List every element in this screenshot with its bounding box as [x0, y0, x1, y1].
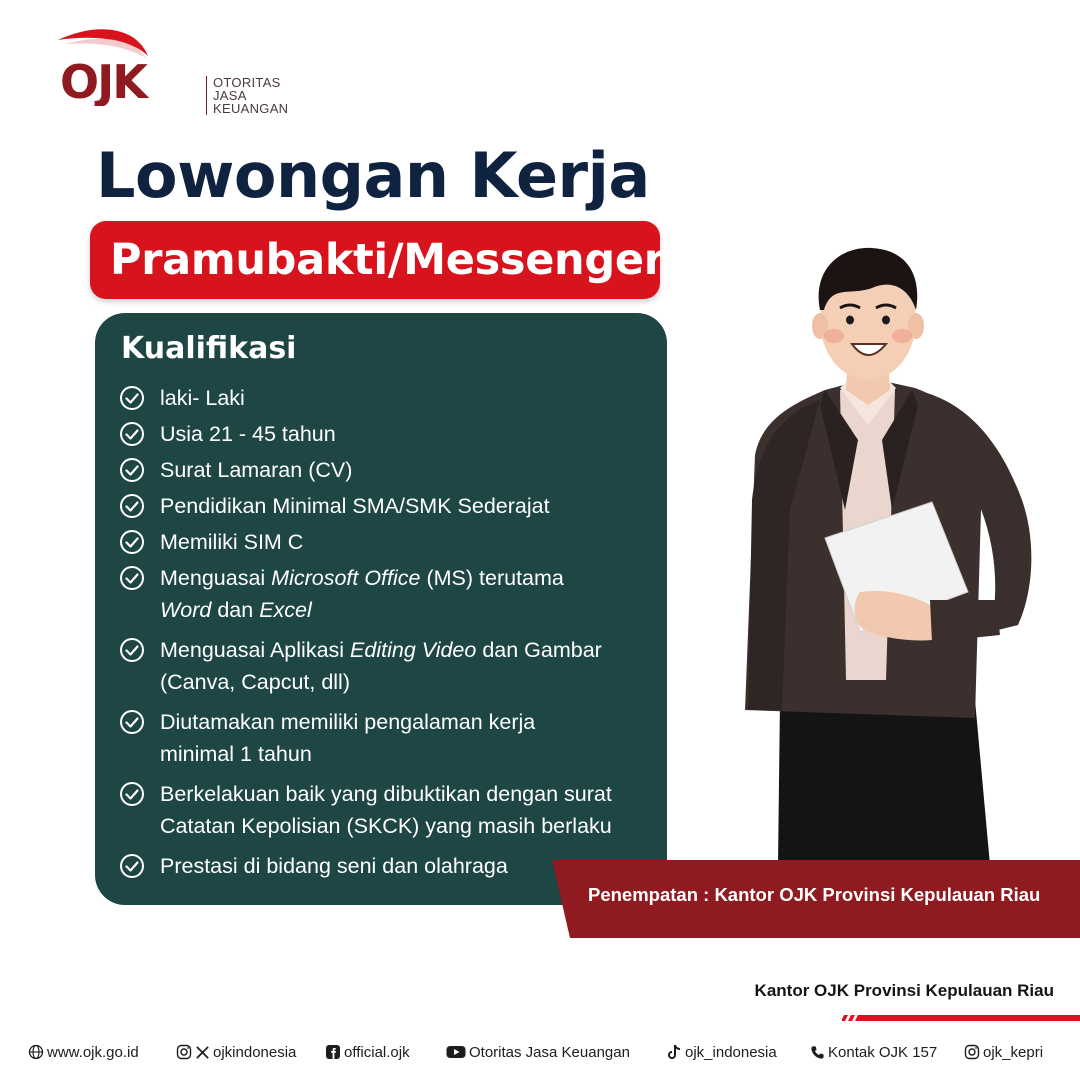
social-facebook-text: official.ojk: [344, 1044, 410, 1061]
social-tiktok[interactable]: [668, 1041, 777, 1065]
qualification-text-part: Diutamakan memiliki pengalaman kerja: [160, 710, 536, 734]
qualification-text-italic: Word: [160, 598, 212, 622]
qualification-text: [160, 594, 660, 626]
svg-text:OJK: OJK: [60, 55, 146, 106]
tiktok-icon: [668, 1044, 682, 1060]
x-icon: [195, 1045, 210, 1060]
qualification-text: [160, 706, 660, 738]
social-phone[interactable]: [810, 1041, 937, 1065]
qualification-text: [160, 418, 660, 450]
qualification-text-italic: Excel: [259, 598, 312, 622]
qualification-text-part: minimal 1 tahun: [160, 742, 312, 766]
check-circle-icon: [119, 637, 145, 663]
qualification-text: [160, 778, 660, 810]
check-circle-icon: [119, 709, 145, 735]
qualification-text-part: Memiliki SIM C: [160, 530, 304, 554]
check-circle-icon: [119, 565, 145, 591]
qualification-text-part: dan: [211, 598, 260, 622]
social-instagram-x-text: ojkindonesia: [213, 1044, 297, 1061]
check-circle-icon: [119, 493, 145, 519]
check-circle-icon: [119, 781, 145, 807]
social-instagram-x[interactable]: [176, 1041, 296, 1065]
qualification-text-part: Surat Lamaran (CV): [160, 458, 353, 482]
qualification-text: [160, 490, 660, 522]
check-circle-icon: [119, 853, 145, 879]
qualification-text-part: (MS) terutama: [420, 566, 564, 590]
qualification-text-italic: Editing Video: [350, 638, 477, 662]
check-circle-icon: [119, 457, 145, 483]
check-circle-icon: [119, 385, 145, 411]
qualification-text: [160, 526, 660, 558]
qualification-text: [160, 382, 660, 414]
globe-icon: [28, 1044, 44, 1060]
youtube-icon: [446, 1044, 466, 1060]
qualification-card: [95, 313, 667, 905]
qualification-text-part: laki- Laki: [160, 386, 245, 410]
qualification-text-part: Menguasai: [160, 566, 272, 590]
qualification-text: [160, 562, 660, 594]
qualification-text-part: Menguasai Aplikasi: [160, 638, 351, 662]
check-circle-icon: [119, 529, 145, 555]
social-website[interactable]: [28, 1041, 139, 1065]
instagram-icon: [176, 1044, 192, 1060]
qualification-text: [160, 634, 660, 666]
qualification-text-part: (Canva, Capcut, dll): [160, 670, 350, 694]
social-links: [28, 1041, 1068, 1065]
qualification-text: [160, 810, 660, 842]
office-name: Kantor OJK Provinsi Kepulauan Riau: [754, 981, 1054, 1000]
qualification-text-part: Catatan Kepolisian (SKCK) yang masih berlaku: [160, 814, 612, 838]
social-youtube-text: Otoritas Jasa Keuangan: [469, 1044, 630, 1061]
social-website-text: www.ojk.go.id: [47, 1044, 139, 1061]
logo-word-1: OTORITAS: [213, 75, 281, 90]
social-facebook[interactable]: [325, 1041, 410, 1065]
social-instagram-kepri[interactable]: [964, 1041, 1043, 1065]
instagram-icon: [964, 1044, 980, 1060]
position-title: Pramubakti/Messenger: [110, 235, 665, 285]
footer-rule: [842, 1015, 1080, 1023]
businessman-illustration: [700, 240, 1080, 865]
qualification-text: [160, 666, 660, 698]
qualification-text-part: Prestasi di bidang seni dan olahraga: [160, 854, 508, 878]
qualification-text-part: Pendidikan Minimal SMA/SMK Sederajat: [160, 494, 550, 518]
qualification-text-italic: Microsoft Office: [271, 566, 421, 590]
social-youtube[interactable]: [446, 1041, 630, 1065]
qualification-heading: Kualifikasi: [121, 331, 297, 366]
ojk-logo: [56, 26, 289, 116]
phone-icon: [810, 1045, 825, 1060]
logo-word-3: KEUANGAN: [213, 101, 289, 116]
position-badge: [90, 221, 665, 299]
ojk-logo-mark: [56, 26, 206, 106]
logo-word-2: JASA: [213, 88, 247, 103]
qualification-text-part: Usia 21 - 45 tahun: [160, 422, 336, 446]
facebook-icon: [325, 1044, 341, 1060]
qualification-text: [160, 454, 660, 486]
social-phone-text: Kontak OJK 157: [828, 1044, 938, 1061]
social-tiktok-text: ojk_indonesia: [685, 1044, 777, 1061]
ojk-logo-wordmark: [206, 76, 288, 115]
page-title: Lowongan Kerja: [96, 139, 650, 212]
qualification-text-part: Berkelakuan baik yang dibuktikan dengan surat: [160, 782, 612, 806]
qualification-text-part: dan Gambar: [476, 638, 602, 662]
qualification-text: [160, 738, 660, 770]
check-circle-icon: [119, 421, 145, 447]
social-instagram-kepri-text: ojk_kepri: [983, 1044, 1044, 1061]
placement-text: Penempatan : Kantor OJK Provinsi Kepulauan Riau: [588, 884, 1041, 905]
